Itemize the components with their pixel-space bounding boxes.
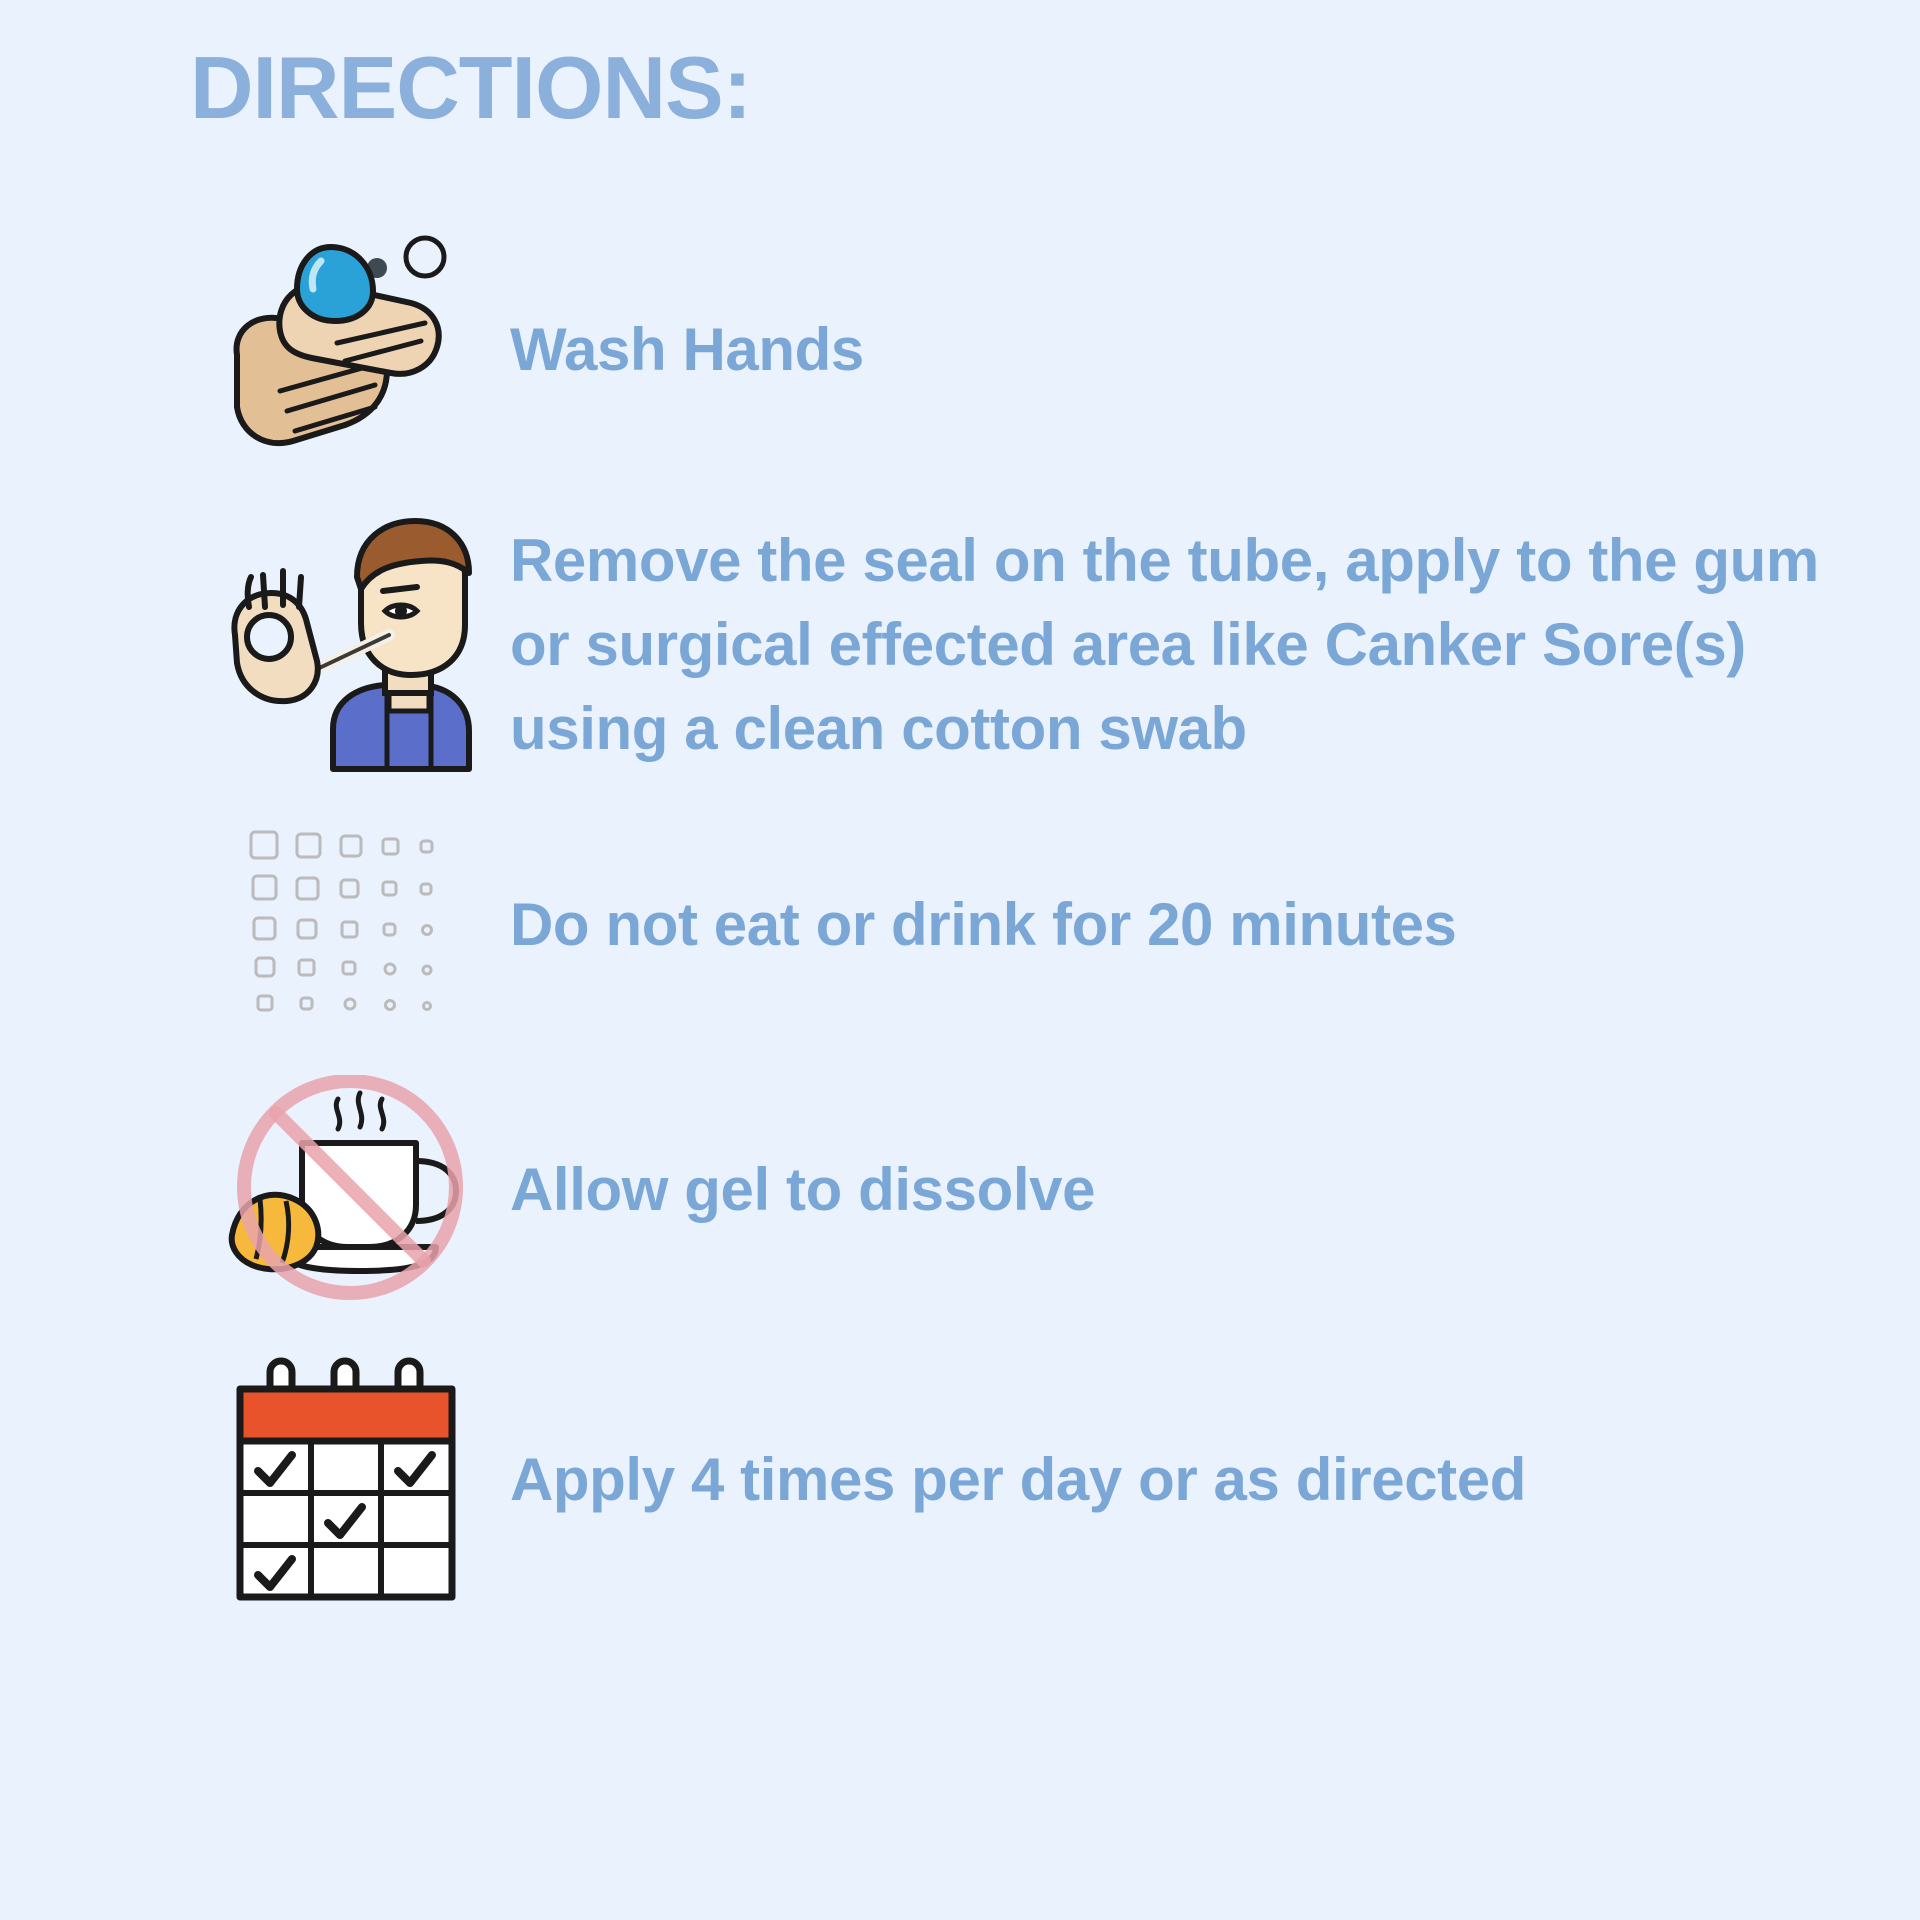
no-food-drink-icon xyxy=(215,1060,485,1320)
step-label: Allow gel to dissolve xyxy=(510,1156,1096,1224)
dissolving-dots-icon xyxy=(215,795,485,1055)
step-item xyxy=(0,1330,1920,1630)
step-label: Wash Hands xyxy=(510,316,864,384)
step-item xyxy=(0,800,1920,1050)
step-item xyxy=(0,210,1920,490)
step-label: Do not eat or drink for 20 minutes xyxy=(510,891,1457,959)
step-item xyxy=(0,490,1920,800)
person-applying-gel-icon xyxy=(215,515,485,775)
washing-hands-icon xyxy=(215,220,485,480)
page-title: DIRECTIONS: xyxy=(190,38,751,137)
step-label: Remove the seal on the tube, apply to the gum or surgical effected area like Canker Sore(s) using a clean cotton swab xyxy=(510,527,1819,762)
steps-list xyxy=(0,210,1920,1630)
calendar-checkmarks-icon xyxy=(215,1350,485,1610)
step-label: Apply 4 times per day or as directed xyxy=(510,1446,1526,1514)
step-item xyxy=(0,1050,1920,1330)
